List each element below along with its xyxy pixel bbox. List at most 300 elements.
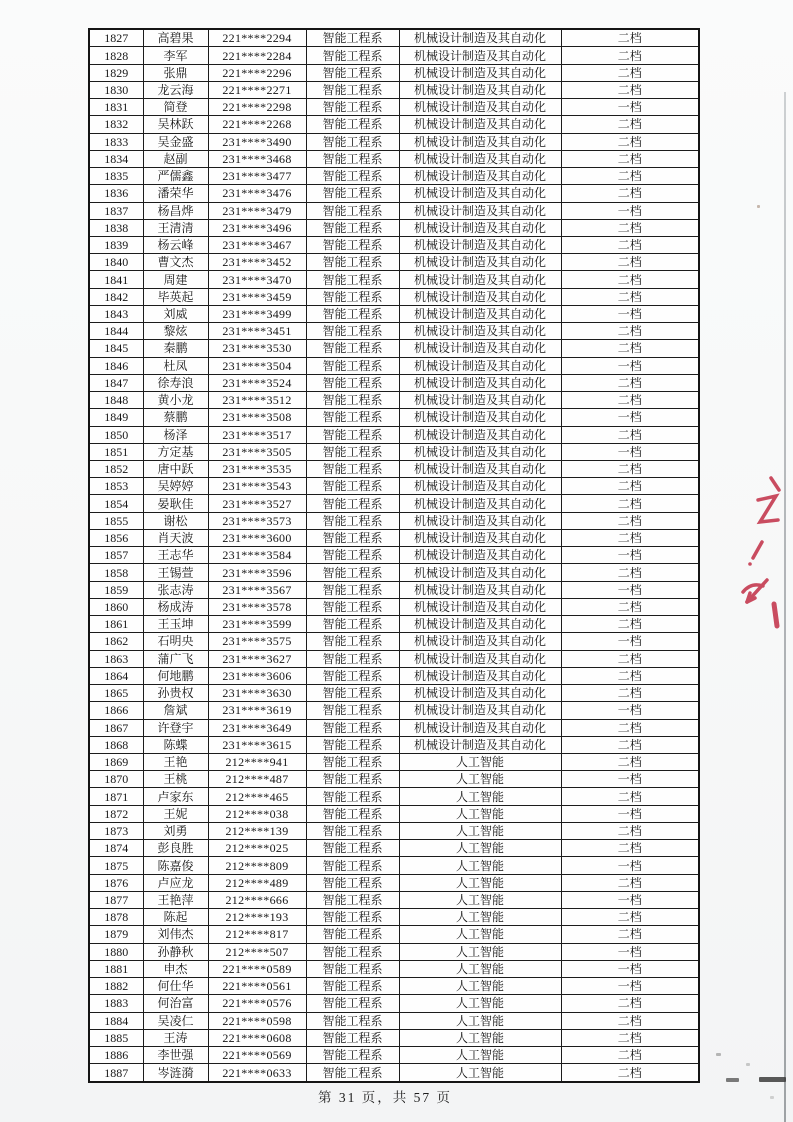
- table-cell: 吴凌仁: [143, 1012, 208, 1029]
- table-cell: 221****2296: [208, 64, 306, 81]
- table-cell: 周建: [143, 271, 208, 288]
- scan-artifact-dash: [759, 1077, 786, 1082]
- table-cell: 机械设计制造及其自动化: [399, 323, 561, 340]
- table-cell: 何仕华: [143, 978, 208, 995]
- table-cell: 智能工程系: [306, 1029, 399, 1046]
- table-cell: 二档: [561, 874, 699, 891]
- table-cell: 一档: [561, 99, 699, 116]
- table-cell: 机械设计制造及其自动化: [399, 236, 561, 253]
- table-cell: 221****0569: [208, 1046, 306, 1063]
- table-cell: 二档: [561, 426, 699, 443]
- table-row: [89, 202, 699, 219]
- table-cell: 机械设计制造及其自动化: [399, 219, 561, 236]
- table-cell: 二档: [561, 47, 699, 64]
- table-cell: 智能工程系: [306, 323, 399, 340]
- table-row: [89, 133, 699, 150]
- table-cell: 231****3619: [208, 702, 306, 719]
- table-cell: 1854: [89, 495, 143, 512]
- table-cell: 二档: [561, 288, 699, 305]
- table-cell: 231****3512: [208, 392, 306, 409]
- table-cell: 221****2268: [208, 116, 306, 133]
- table-cell: 人工智能: [399, 943, 561, 960]
- table-cell: 221****2294: [208, 29, 306, 47]
- table-cell: 蒲广飞: [143, 650, 208, 667]
- table-cell: 智能工程系: [306, 995, 399, 1012]
- table-cell: 王清清: [143, 219, 208, 236]
- table-cell: 机械设计制造及其自动化: [399, 305, 561, 322]
- table-cell: 申杰: [143, 960, 208, 977]
- table-cell: 1842: [89, 288, 143, 305]
- table-cell: 231****3477: [208, 168, 306, 185]
- table-row: [89, 771, 699, 788]
- table-cell: 智能工程系: [306, 288, 399, 305]
- table-cell: 智能工程系: [306, 512, 399, 529]
- table-cell: 人工智能: [399, 909, 561, 926]
- table-cell: 二档: [561, 650, 699, 667]
- table-row: [89, 547, 699, 564]
- table-cell: 秦鹏: [143, 340, 208, 357]
- table-cell: 智能工程系: [306, 133, 399, 150]
- table-cell: 221****0576: [208, 995, 306, 1012]
- table-cell: 1851: [89, 443, 143, 460]
- table-cell: 李世强: [143, 1046, 208, 1063]
- table-cell: 231****3527: [208, 495, 306, 512]
- table-cell: 1885: [89, 1029, 143, 1046]
- table-cell: 231****3524: [208, 374, 306, 391]
- table-cell: 二档: [561, 822, 699, 839]
- table-cell: 智能工程系: [306, 891, 399, 908]
- table-row: [89, 1064, 699, 1082]
- table-cell: 人工智能: [399, 1029, 561, 1046]
- table-cell: 1855: [89, 512, 143, 529]
- table-cell: 人工智能: [399, 805, 561, 822]
- table-row: [89, 529, 699, 546]
- table-cell: 231****3615: [208, 736, 306, 753]
- table-cell: 王志华: [143, 547, 208, 564]
- table-cell: 221****2298: [208, 99, 306, 116]
- table-cell: 1853: [89, 478, 143, 495]
- table-cell: 1844: [89, 323, 143, 340]
- table-cell: 二档: [561, 271, 699, 288]
- table-cell: 刘勇: [143, 822, 208, 839]
- table-cell: 方定基: [143, 443, 208, 460]
- table-row: [89, 960, 699, 977]
- table-row: [89, 81, 699, 98]
- table-cell: 212****139: [208, 822, 306, 839]
- table-cell: 何治富: [143, 995, 208, 1012]
- table-cell: 231****3508: [208, 409, 306, 426]
- table-cell: 机械设计制造及其自动化: [399, 736, 561, 753]
- table-row: [89, 392, 699, 409]
- table-cell: 智能工程系: [306, 168, 399, 185]
- table-cell: 智能工程系: [306, 340, 399, 357]
- table-cell: 黎炫: [143, 323, 208, 340]
- table-cell: 智能工程系: [306, 426, 399, 443]
- table-cell: 231****3599: [208, 616, 306, 633]
- table-row: [89, 357, 699, 374]
- table-cell: 人工智能: [399, 840, 561, 857]
- table-cell: 231****3451: [208, 323, 306, 340]
- table-cell: 221****0561: [208, 978, 306, 995]
- table-cell: 王艳萍: [143, 891, 208, 908]
- table-cell: 智能工程系: [306, 650, 399, 667]
- table-cell: 212****817: [208, 926, 306, 943]
- table-row: [89, 168, 699, 185]
- table-cell: 231****3476: [208, 185, 306, 202]
- table-row: [89, 478, 699, 495]
- table-row: [89, 805, 699, 822]
- table-cell: 二档: [561, 564, 699, 581]
- table-cell: 智能工程系: [306, 357, 399, 374]
- table-cell: 231****3467: [208, 236, 306, 253]
- table-cell: 1879: [89, 926, 143, 943]
- table-cell: 二档: [561, 667, 699, 684]
- table-cell: 机械设计制造及其自动化: [399, 598, 561, 615]
- table-row: [89, 943, 699, 960]
- table-cell: 机械设计制造及其自动化: [399, 254, 561, 271]
- table-cell: 智能工程系: [306, 547, 399, 564]
- table-row: [89, 323, 699, 340]
- table-cell: 人工智能: [399, 978, 561, 995]
- table-cell: 231****3578: [208, 598, 306, 615]
- table-cell: 231****3584: [208, 547, 306, 564]
- table-cell: 机械设计制造及其自动化: [399, 547, 561, 564]
- table-row: [89, 340, 699, 357]
- table-row: [89, 581, 699, 598]
- table-cell: 机械设计制造及其自动化: [399, 185, 561, 202]
- table-cell: 1880: [89, 943, 143, 960]
- table-cell: 1878: [89, 909, 143, 926]
- table-cell: 1840: [89, 254, 143, 271]
- table-cell: 机械设计制造及其自动化: [399, 461, 561, 478]
- table-row: [89, 633, 699, 650]
- table-cell: 智能工程系: [306, 236, 399, 253]
- table-cell: 徐寿浪: [143, 374, 208, 391]
- table-cell: 1846: [89, 357, 143, 374]
- table-cell: 王妮: [143, 805, 208, 822]
- table-cell: 机械设计制造及其自动化: [399, 685, 561, 702]
- table-cell: 二档: [561, 254, 699, 271]
- table-cell: 曹文杰: [143, 254, 208, 271]
- table-cell: 严儒鑫: [143, 168, 208, 185]
- table-cell: 高碧果: [143, 29, 208, 47]
- table-cell: 智能工程系: [306, 960, 399, 977]
- table-cell: 龙云海: [143, 81, 208, 98]
- table-cell: 一档: [561, 978, 699, 995]
- table-cell: 智能工程系: [306, 564, 399, 581]
- table-cell: 詹斌: [143, 702, 208, 719]
- table-cell: 智能工程系: [306, 909, 399, 926]
- table-cell: 二档: [561, 64, 699, 81]
- table-cell: 张鼎: [143, 64, 208, 81]
- table-cell: 1841: [89, 271, 143, 288]
- table-cell: 1873: [89, 822, 143, 839]
- table-row: [89, 219, 699, 236]
- table-cell: 1852: [89, 461, 143, 478]
- scan-artifact-dot: [757, 205, 760, 208]
- scan-artifact-dash: [726, 1078, 739, 1082]
- table-cell: 二档: [561, 840, 699, 857]
- table-cell: 二档: [561, 788, 699, 805]
- table-cell: 231****3535: [208, 461, 306, 478]
- table-cell: 吴金盛: [143, 133, 208, 150]
- table-cell: 二档: [561, 736, 699, 753]
- table-row: [89, 598, 699, 615]
- table-cell: 智能工程系: [306, 857, 399, 874]
- table-cell: 1883: [89, 995, 143, 1012]
- table-cell: 人工智能: [399, 822, 561, 839]
- table-cell: 石明央: [143, 633, 208, 650]
- table-cell: 二档: [561, 1012, 699, 1029]
- table-cell: 机械设计制造及其自动化: [399, 512, 561, 529]
- table-cell: 智能工程系: [306, 443, 399, 460]
- table-row: [89, 822, 699, 839]
- table-cell: 毕英起: [143, 288, 208, 305]
- table-cell: 二档: [561, 1029, 699, 1046]
- table-cell: 1834: [89, 150, 143, 167]
- table-cell: 212****489: [208, 874, 306, 891]
- table-cell: 机械设计制造及其自动化: [399, 581, 561, 598]
- table-cell: 一档: [561, 857, 699, 874]
- table-cell: 231****3600: [208, 529, 306, 546]
- table-cell: 二档: [561, 133, 699, 150]
- table-cell: 智能工程系: [306, 1064, 399, 1082]
- table-cell: 1876: [89, 874, 143, 891]
- table-cell: 孙静秋: [143, 943, 208, 960]
- table-row: [89, 288, 699, 305]
- table-cell: 孙贵权: [143, 685, 208, 702]
- table-cell: 1857: [89, 547, 143, 564]
- table-cell: 王涛: [143, 1029, 208, 1046]
- table-cell: 1865: [89, 685, 143, 702]
- table-cell: 智能工程系: [306, 840, 399, 857]
- table-cell: 212****487: [208, 771, 306, 788]
- table-cell: 二档: [561, 185, 699, 202]
- table-cell: 231****3496: [208, 219, 306, 236]
- table-cell: 陈嘉俊: [143, 857, 208, 874]
- table-cell: 1881: [89, 960, 143, 977]
- table-row: [89, 702, 699, 719]
- table-cell: 肖天波: [143, 529, 208, 546]
- table-cell: 二档: [561, 598, 699, 615]
- table-cell: 人工智能: [399, 771, 561, 788]
- table-cell: 212****507: [208, 943, 306, 960]
- table-cell: 杜凤: [143, 357, 208, 374]
- table-cell: 一档: [561, 357, 699, 374]
- table-cell: 智能工程系: [306, 529, 399, 546]
- table-cell: 231****3499: [208, 305, 306, 322]
- table-cell: 1849: [89, 409, 143, 426]
- table-cell: 人工智能: [399, 857, 561, 874]
- table-row: [89, 1029, 699, 1046]
- table-cell: 一档: [561, 702, 699, 719]
- table-cell: 一档: [561, 202, 699, 219]
- table-cell: 二档: [561, 616, 699, 633]
- table-cell: 二档: [561, 323, 699, 340]
- table-cell: 王艳: [143, 754, 208, 771]
- table-row: [89, 719, 699, 736]
- table-cell: 221****2271: [208, 81, 306, 98]
- table-cell: 1856: [89, 529, 143, 546]
- table-cell: 人工智能: [399, 891, 561, 908]
- table-cell: 1863: [89, 650, 143, 667]
- table-cell: 许登宇: [143, 719, 208, 736]
- table-row: [89, 271, 699, 288]
- table-row: [89, 564, 699, 581]
- table-cell: 1860: [89, 598, 143, 615]
- table-cell: 1872: [89, 805, 143, 822]
- table-cell: 智能工程系: [306, 754, 399, 771]
- scan-artifact-dot: [716, 1053, 721, 1056]
- table-cell: 二档: [561, 392, 699, 409]
- table-cell: 231****3479: [208, 202, 306, 219]
- table-cell: 智能工程系: [306, 185, 399, 202]
- table-cell: 杨泽: [143, 426, 208, 443]
- table-cell: 二档: [561, 340, 699, 357]
- table-row: [89, 995, 699, 1012]
- table-cell: 1866: [89, 702, 143, 719]
- table-cell: 智能工程系: [306, 978, 399, 995]
- table-cell: 智能工程系: [306, 598, 399, 615]
- table-cell: 王锡萱: [143, 564, 208, 581]
- table-cell: 二档: [561, 909, 699, 926]
- table-cell: 1848: [89, 392, 143, 409]
- table-row: [89, 116, 699, 133]
- table-cell: 人工智能: [399, 926, 561, 943]
- table-cell: 212****193: [208, 909, 306, 926]
- table-cell: 王玉坤: [143, 616, 208, 633]
- table-cell: 智能工程系: [306, 64, 399, 81]
- table-row: [89, 874, 699, 891]
- table-cell: 智能工程系: [306, 1046, 399, 1063]
- table-cell: 王桃: [143, 771, 208, 788]
- table-row: [89, 374, 699, 391]
- table-cell: 机械设计制造及其自动化: [399, 47, 561, 64]
- table-cell: 231****3490: [208, 133, 306, 150]
- table-cell: 二档: [561, 236, 699, 253]
- table-cell: 二档: [561, 1064, 699, 1082]
- table-cell: 人工智能: [399, 1064, 561, 1082]
- table-row: [89, 1012, 699, 1029]
- table-cell: 一档: [561, 581, 699, 598]
- table-cell: 一档: [561, 960, 699, 977]
- table-cell: 二档: [561, 495, 699, 512]
- table-cell: 二档: [561, 374, 699, 391]
- table-cell: 智能工程系: [306, 685, 399, 702]
- table-row: [89, 685, 699, 702]
- table-cell: 一档: [561, 443, 699, 460]
- table-cell: 机械设计制造及其自动化: [399, 667, 561, 684]
- table-cell: 智能工程系: [306, 702, 399, 719]
- table-cell: 二档: [561, 29, 699, 47]
- table-cell: 212****465: [208, 788, 306, 805]
- table-row: [89, 667, 699, 684]
- table-cell: 陈起: [143, 909, 208, 926]
- table-cell: 1828: [89, 47, 143, 64]
- table-cell: 谢松: [143, 512, 208, 529]
- table-cell: 1850: [89, 426, 143, 443]
- table-cell: 机械设计制造及其自动化: [399, 271, 561, 288]
- page-edge-shadow: [784, 92, 786, 1122]
- table-cell: 1867: [89, 719, 143, 736]
- table-cell: 机械设计制造及其自动化: [399, 357, 561, 374]
- table-cell: 1871: [89, 788, 143, 805]
- table-cell: 231****3596: [208, 564, 306, 581]
- table-cell: 一档: [561, 891, 699, 908]
- table-cell: 231****3649: [208, 719, 306, 736]
- table-cell: 智能工程系: [306, 150, 399, 167]
- table-cell: 智能工程系: [306, 254, 399, 271]
- table-cell: 智能工程系: [306, 392, 399, 409]
- table-cell: 二档: [561, 754, 699, 771]
- table-cell: 机械设计制造及其自动化: [399, 374, 561, 391]
- table-cell: 智能工程系: [306, 374, 399, 391]
- table-cell: 机械设计制造及其自动化: [399, 426, 561, 443]
- table-cell: 1837: [89, 202, 143, 219]
- table-cell: 机械设计制造及其自动化: [399, 719, 561, 736]
- table-row: [89, 788, 699, 805]
- table-cell: 智能工程系: [306, 461, 399, 478]
- table-cell: 二档: [561, 926, 699, 943]
- table-cell: 人工智能: [399, 788, 561, 805]
- table-cell: 杨云峰: [143, 236, 208, 253]
- table-row: [89, 461, 699, 478]
- table-cell: 机械设计制造及其自动化: [399, 99, 561, 116]
- table-cell: 二档: [561, 461, 699, 478]
- table-cell: 人工智能: [399, 1012, 561, 1029]
- table-cell: 吴林跃: [143, 116, 208, 133]
- table-cell: 1886: [89, 1046, 143, 1063]
- table-cell: 赵副: [143, 150, 208, 167]
- table-cell: 1887: [89, 1064, 143, 1082]
- table-cell: 212****809: [208, 857, 306, 874]
- table-cell: 蔡鹏: [143, 409, 208, 426]
- table-cell: 智能工程系: [306, 926, 399, 943]
- table-cell: 智能工程系: [306, 581, 399, 598]
- table-row: [89, 426, 699, 443]
- table-body: [89, 29, 699, 1082]
- scan-artifact-dot: [770, 1096, 774, 1099]
- table-cell: 1882: [89, 978, 143, 995]
- table-row: [89, 409, 699, 426]
- table-cell: 刘威: [143, 305, 208, 322]
- table-cell: 卢应龙: [143, 874, 208, 891]
- table-cell: 212****025: [208, 840, 306, 857]
- table-cell: 1836: [89, 185, 143, 202]
- table-cell: 晏耿佳: [143, 495, 208, 512]
- table-row: [89, 150, 699, 167]
- table-cell: 231****3573: [208, 512, 306, 529]
- table-cell: 221****0598: [208, 1012, 306, 1029]
- table-cell: 二档: [561, 219, 699, 236]
- table-cell: 机械设计制造及其自动化: [399, 564, 561, 581]
- table-cell: 一档: [561, 943, 699, 960]
- table-cell: 智能工程系: [306, 47, 399, 64]
- table-cell: 231****3505: [208, 443, 306, 460]
- table-cell: 智能工程系: [306, 409, 399, 426]
- table-cell: 陈蝶: [143, 736, 208, 753]
- table-cell: 1877: [89, 891, 143, 908]
- table-cell: 刘伟杰: [143, 926, 208, 943]
- table-cell: 张志涛: [143, 581, 208, 598]
- table-cell: 机械设计制造及其自动化: [399, 495, 561, 512]
- table-cell: 智能工程系: [306, 633, 399, 650]
- table-cell: 机械设计制造及其自动化: [399, 616, 561, 633]
- table-cell: 二档: [561, 685, 699, 702]
- table-cell: 1831: [89, 99, 143, 116]
- table-cell: 何地鹏: [143, 667, 208, 684]
- table-cell: 智能工程系: [306, 874, 399, 891]
